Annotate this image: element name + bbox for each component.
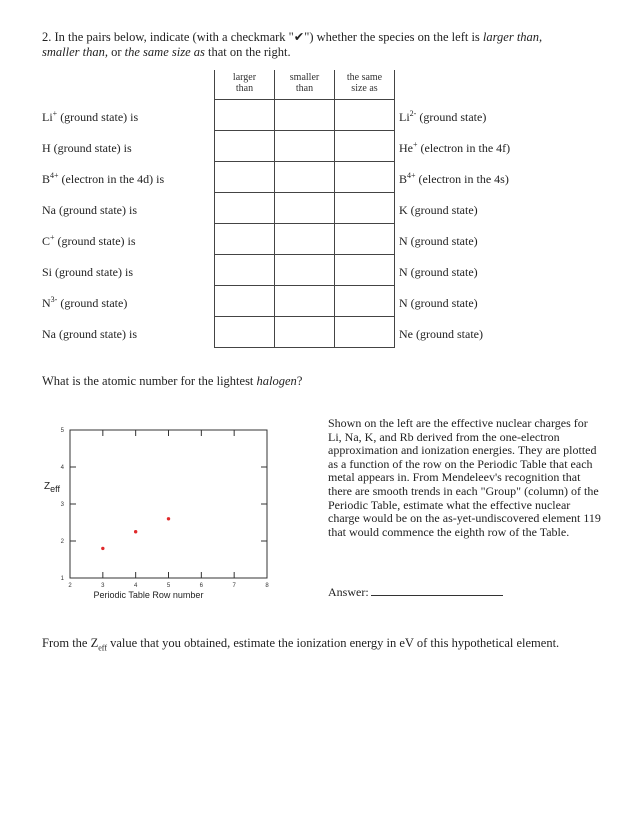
- label-text: N: [42, 296, 51, 310]
- answer-cell[interactable]: [334, 99, 395, 131]
- label-text: (electron in the 4s): [415, 172, 509, 186]
- answer-cell[interactable]: [334, 316, 395, 348]
- header-divider: [394, 70, 395, 100]
- y-tick-label: 5: [60, 428, 64, 434]
- answer-cell[interactable]: [214, 223, 275, 255]
- header-divider: [334, 70, 335, 100]
- y-tick-label: 2: [60, 539, 64, 545]
- y-axis-label: Zeff: [44, 481, 60, 494]
- label-text: (electron in the 4f): [417, 141, 511, 155]
- header-divider: [214, 70, 215, 100]
- left-species-label: [42, 138, 132, 155]
- question-2-prompt: [42, 30, 602, 60]
- answer-cell[interactable]: [274, 130, 335, 162]
- answer-cell[interactable]: [214, 254, 275, 286]
- label-text: (ground state): [407, 265, 478, 279]
- data-point: [101, 547, 104, 550]
- label-text: 2-: [409, 109, 417, 118]
- label-text: (electron in the 4d) is: [58, 172, 165, 186]
- answer-cell[interactable]: [274, 99, 335, 131]
- final-question-text-a: From the Z: [42, 636, 99, 650]
- label-text: He: [399, 141, 413, 155]
- label-text: Li: [42, 110, 53, 124]
- label-text: (ground state): [57, 296, 128, 310]
- column-header-same: [335, 72, 394, 94]
- column-header-line: larger: [232, 72, 257, 83]
- label-text: (ground state): [407, 234, 478, 248]
- left-species-label: [42, 169, 164, 186]
- answer-cell[interactable]: [274, 316, 335, 348]
- data-point: [134, 530, 137, 533]
- answer-cell[interactable]: [214, 192, 275, 224]
- answer-cell[interactable]: [334, 161, 395, 193]
- x-tick-label: 4: [133, 583, 138, 589]
- chart-description: [328, 417, 604, 539]
- answer-cell[interactable]: [214, 99, 275, 131]
- label-text: (ground state) is: [57, 110, 139, 124]
- right-species-label: [399, 293, 478, 310]
- column-header-line: size as: [351, 83, 378, 94]
- answer-cell[interactable]: [214, 161, 275, 193]
- answer-blank[interactable]: [371, 583, 503, 596]
- x-tick-label: 7: [232, 583, 236, 589]
- answer-cell[interactable]: [334, 254, 395, 286]
- label-text: C: [42, 234, 51, 248]
- label-text: Na: [42, 327, 56, 341]
- column-header-smaller: [275, 72, 334, 94]
- y-tick-label: 4: [60, 465, 64, 471]
- x-tick-label: 5: [166, 583, 171, 589]
- column-header-line: than: [235, 83, 254, 94]
- label-text: K: [399, 203, 408, 217]
- x-tick-label: 2: [68, 583, 72, 589]
- right-species-label: [399, 200, 478, 217]
- right-species-label: [399, 169, 509, 186]
- answer-cell[interactable]: [214, 130, 275, 162]
- answer-cell[interactable]: [274, 192, 335, 224]
- left-species-label: [42, 200, 137, 217]
- final-question-text-b: value that you obtained, estimate the ionization energy in eV of this hypothetical element.: [106, 636, 560, 650]
- label-text: (ground state) is: [50, 141, 132, 155]
- zeff-scatter-chart: [30, 418, 280, 608]
- prompt-text-a: In the pairs below, indicate (with a checkmark ": [54, 30, 294, 44]
- halogen-question-text: What is the atomic number for the lightest: [42, 374, 257, 388]
- answer-cell[interactable]: [274, 254, 335, 286]
- answer-cell[interactable]: [214, 285, 275, 317]
- label-text: 4+: [50, 171, 59, 180]
- answer-cell[interactable]: [334, 192, 395, 224]
- x-tick-label: 8: [265, 583, 269, 589]
- right-species-label: [399, 107, 486, 124]
- label-text: (ground state) is: [52, 265, 133, 279]
- label-text: N: [399, 265, 408, 279]
- answer-cell[interactable]: [274, 161, 335, 193]
- final-question: [42, 636, 602, 656]
- label-text: N: [399, 296, 408, 310]
- label-text: +: [52, 109, 58, 118]
- data-point: [167, 517, 170, 520]
- description-text: Shown on the left are the effective nuclear charges for Li, Na, K, and Rb derived from the one-electron approximation and ionization energies. They are plotted as a function of the row on the Periodic Table that each metal appears in. From Mendeleev's recognition that there are smooth trends in each "Group" (column) of the Periodic Table, estimate what the effective nuclear charge would be on the as-yet-undiscovered element 119 that would commence the eighth row of the Table.: [328, 416, 601, 539]
- label-text: B: [42, 172, 51, 186]
- prompt-or: or: [107, 45, 125, 59]
- label-text: 4+: [407, 171, 416, 180]
- halogen-word: halogen: [256, 374, 297, 388]
- label-text: (ground state): [416, 110, 487, 124]
- left-species-label: [42, 324, 137, 341]
- column-header-line: than: [295, 83, 314, 94]
- x-tick-label: 6: [199, 583, 204, 589]
- label-text: Li: [399, 110, 410, 124]
- label-text: H: [42, 141, 51, 155]
- label-text: +: [50, 233, 55, 242]
- question-number: 2.: [42, 30, 52, 44]
- answer-cell[interactable]: [214, 316, 275, 348]
- prompt-text-c: that on the right.: [204, 45, 291, 59]
- left-species-label: [42, 262, 133, 279]
- label-text: N: [399, 234, 408, 248]
- right-species-label: [399, 324, 483, 341]
- label-text: (ground state) is: [54, 234, 136, 248]
- left-species-label: [42, 107, 138, 124]
- label-text: (ground state): [407, 203, 478, 217]
- prompt-same: the same size as: [124, 45, 205, 59]
- label-text: +: [413, 140, 418, 149]
- label-text: (ground state) is: [56, 203, 137, 217]
- right-species-label: [399, 231, 478, 248]
- answer-cell[interactable]: [334, 130, 395, 162]
- halogen-question-mark: ?: [296, 374, 303, 388]
- answer-cell[interactable]: [334, 285, 395, 317]
- column-header-line: smaller: [289, 72, 320, 83]
- answer-label: Answer:: [328, 585, 369, 599]
- plot-frame: [70, 430, 267, 578]
- answer-cell[interactable]: [274, 223, 335, 255]
- answer-row: [328, 583, 503, 600]
- label-text: (ground state) is: [56, 327, 137, 341]
- label-text: Ne: [399, 327, 413, 341]
- header-divider: [274, 70, 275, 100]
- x-axis-label: Periodic Table Row number: [93, 590, 204, 600]
- prompt-larger: larger than,: [482, 30, 543, 44]
- answer-cell[interactable]: [334, 223, 395, 255]
- label-text: 3-: [50, 295, 58, 304]
- zeff-subscript: eff: [98, 643, 107, 653]
- y-tick-label: 3: [60, 502, 64, 508]
- checkmark-icon: ✔: [293, 30, 305, 44]
- label-text: (ground state): [413, 327, 483, 341]
- x-tick-label: 3: [101, 583, 105, 589]
- right-species-label: [399, 262, 478, 279]
- prompt-text-b: ") whether the species on the left is: [304, 30, 483, 44]
- answer-cell[interactable]: [274, 285, 335, 317]
- label-text: B: [399, 172, 408, 186]
- column-header-line: the same: [346, 72, 383, 83]
- left-species-label: [42, 293, 127, 310]
- left-species-label: [42, 231, 136, 248]
- prompt-smaller: smaller than,: [42, 45, 108, 59]
- label-text: Na: [42, 203, 56, 217]
- label-text: (ground state): [407, 296, 478, 310]
- column-header-larger: [215, 72, 274, 94]
- halogen-question: [42, 374, 302, 389]
- right-species-label: [399, 138, 510, 155]
- label-text: Si: [42, 265, 53, 279]
- y-tick-label: 1: [60, 576, 64, 582]
